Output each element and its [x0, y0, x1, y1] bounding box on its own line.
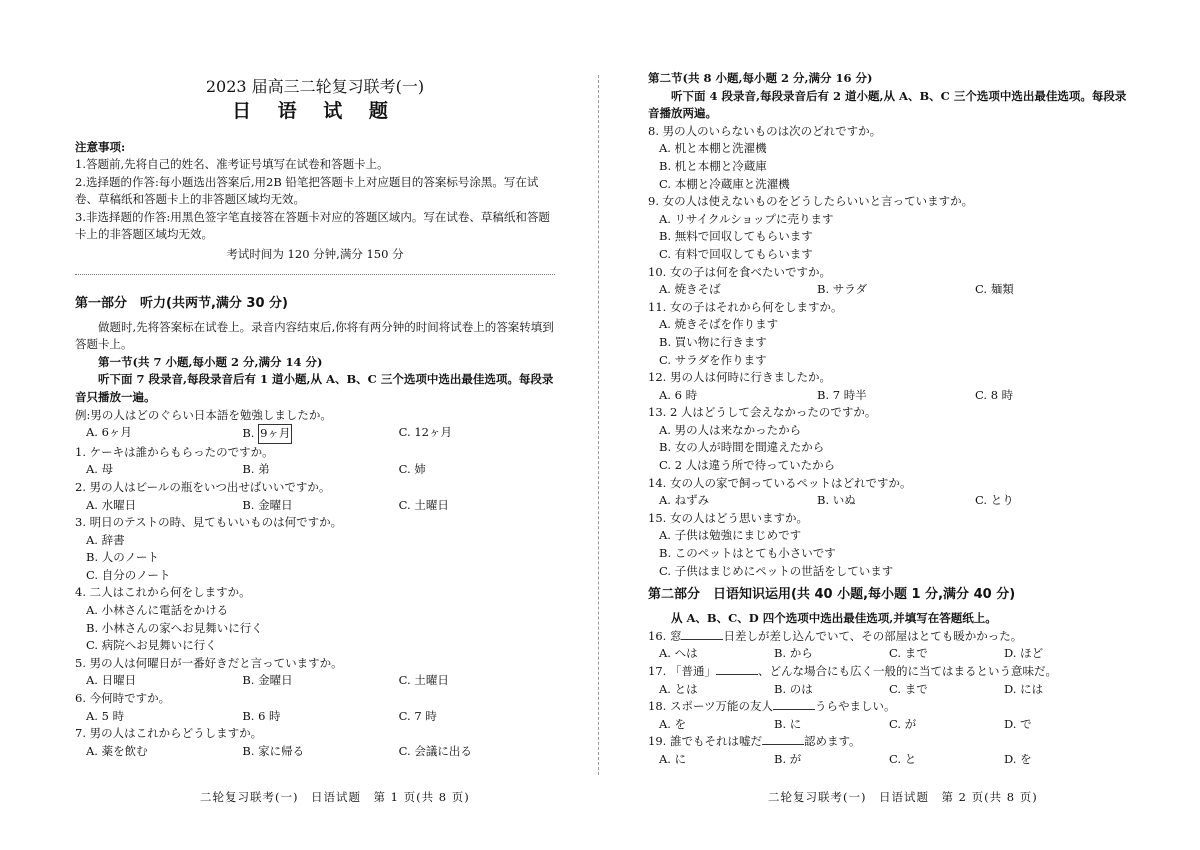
- question-text: 11. 女の子はそれから何をしますか。: [648, 299, 843, 314]
- answer-blank: [773, 699, 815, 710]
- section1-heading: 第一节(共 7 小题,每小题 2 分,满分 14 分): [98, 354, 323, 369]
- option: C. 本棚と冷蔵庫と洗濯機: [659, 176, 790, 191]
- option: C. 7 時: [398, 708, 437, 723]
- option-row: [648, 281, 1133, 299]
- question-text: 8. 男の人のいらないものは次のどれですか。: [648, 123, 882, 138]
- question-before: 18. スポーツ万能の友人: [648, 699, 773, 714]
- notice-item: 1.答题前,先将自己的姓名、准考证号填写在试卷和答题卡上。: [75, 157, 389, 171]
- option: A. 日曜日: [86, 673, 137, 688]
- notice-item: 2.选择题的作答:每小题选出答案后,用2B 铅笔把答题卡上对应题目的答案标号涂黑。写在试卷、草稿纸和答题卡上的非答题区域均无效。: [75, 174, 539, 207]
- question-text: 5. 男の人は何曜日が一番好きだと言っていますか。: [75, 655, 343, 670]
- option: D. で: [1004, 716, 1032, 731]
- option: D. を: [1004, 751, 1032, 766]
- option: A. ねずみ: [659, 493, 710, 508]
- option: C. サラダを作ります: [659, 352, 767, 367]
- option: C. 病院へお見舞いに行く: [86, 638, 217, 653]
- question-after: 日差しが差し込んでいて、その部屋はとても暖かかった。: [723, 628, 1023, 643]
- right-page: [600, 0, 1200, 850]
- option: A. とは: [659, 681, 698, 696]
- option-row: [648, 751, 1133, 769]
- option: B. 家に帰る: [242, 743, 305, 758]
- question-after: うらやましい。: [814, 699, 896, 714]
- question-before: 16. 窓: [648, 628, 682, 643]
- example-option-c: C. 12ヶ月: [398, 425, 452, 440]
- option: A. リサイクルショップに売ります: [659, 211, 834, 226]
- question-text: 4. 二人はこれから何をしますか。: [75, 585, 251, 600]
- option: A. を: [659, 716, 687, 731]
- question-after: 、どんな場合にも広く一般的に当てはまるという意味だ。: [757, 664, 1057, 678]
- option: B. 7 時半: [817, 387, 867, 402]
- notice-item: 3.非选择题的作答:用黑色签字笔直接答在答题卡对应的答题区域内。写在试卷、草稿纸和答题卡上的非答题区域均无效。: [75, 209, 550, 242]
- option: C. とり: [975, 493, 1014, 508]
- right-footer: 二轮复习联考(一) 日语试题 第 2 页(共 8 页): [768, 790, 1038, 804]
- question-text: 12. 男の人は何時に行きましたか。: [648, 370, 831, 385]
- notice-heading: 注意事项:: [75, 140, 126, 154]
- option: C. が: [889, 716, 917, 731]
- option: A. 薬を飲む: [86, 743, 148, 758]
- option: C. まで: [889, 646, 928, 661]
- option: B. 金曜日: [242, 497, 293, 512]
- option-row: [648, 645, 1133, 663]
- question-text: 6. 今何時ですか。: [75, 691, 171, 706]
- question-after: 認めます。: [803, 734, 861, 749]
- option: C. 土曜日: [398, 497, 449, 512]
- left-column: [75, 70, 555, 760]
- option: B. 6 時: [242, 708, 281, 723]
- example-option-b: B. 9ヶ月: [242, 424, 398, 444]
- option: A. 焼きそばを作ります: [659, 317, 779, 332]
- option: A. 母: [86, 462, 114, 477]
- example-option-a: A. 6ヶ月: [86, 425, 132, 440]
- option: B. 無料で回収してもらいます: [659, 229, 813, 244]
- option: B. に: [774, 716, 802, 731]
- option-row: [75, 497, 555, 515]
- option: A. 水曜日: [86, 497, 137, 512]
- option: D. ほど: [1004, 646, 1044, 661]
- option-row: [648, 387, 1133, 405]
- question-text: 1. ケーキは誰からもらったのですか。: [75, 444, 274, 459]
- answer-blank: [716, 664, 758, 675]
- option: B. 買い物に行きます: [659, 334, 767, 349]
- separator-line: [75, 274, 555, 275]
- question-text: 2. 男の人はビールの瓶をいつ出せばいいですか。: [75, 479, 331, 494]
- option: C. 自分のノート: [86, 567, 171, 582]
- exam-title: 2023 届高三二轮复习联考(一): [205, 77, 425, 96]
- option: C. 土曜日: [398, 673, 449, 688]
- option: B. 女の人が時間を間違えたから: [659, 440, 825, 455]
- option: C. 8 時: [975, 387, 1014, 402]
- question-text: [648, 698, 1133, 716]
- option: A. 5 時: [86, 708, 125, 723]
- option-row: [75, 461, 555, 479]
- listening-section1-questions: [75, 444, 555, 761]
- option: C. と: [889, 751, 917, 766]
- question-before: 19. 誰でもそれは嘘だ: [648, 734, 762, 749]
- option: A. へは: [659, 646, 698, 661]
- answer-blank: [681, 629, 723, 640]
- option: A. 辞書: [86, 532, 125, 547]
- question-text: 9. 女の人は使えないものをどうしたらいいと言っていますか。: [648, 194, 974, 209]
- page-divider: [598, 75, 599, 775]
- option: A. 男の人は来なかったから: [659, 422, 802, 437]
- option: B. 机と本棚と冷蔵庫: [659, 158, 767, 173]
- section2-heading: 第二节(共 8 小题,每小题 2 分,满分 16 分): [648, 71, 873, 85]
- option: B. サラダ: [817, 282, 868, 297]
- question-text: 7. 男の人はこれからどうしますか。: [75, 726, 263, 741]
- example-answer-box: 9ヶ月: [258, 424, 292, 444]
- question-text: 3. 明日のテストの時、見てもいいものは何ですか。: [75, 515, 343, 530]
- question-text: [648, 628, 1133, 646]
- question-text: 10. 女の子は何を食べたいですか。: [648, 264, 831, 279]
- option: B. いぬ: [817, 493, 856, 508]
- question-text: 14. 女の人の家で飼っているペットはどれですか。: [648, 475, 912, 490]
- option: A. に: [659, 751, 687, 766]
- option: C. 2 人は違う所で待っていたから: [659, 458, 836, 473]
- question-text: [648, 663, 1133, 681]
- option: C. 子供はまじめにペットの世話をしています: [659, 563, 894, 578]
- option-row: [648, 681, 1133, 699]
- option: A. 小林さんに電話をかける: [86, 603, 229, 618]
- option: B. 弟: [242, 462, 270, 477]
- option-row: [648, 492, 1133, 510]
- option: C. 有料で回収してもらいます: [659, 246, 813, 261]
- option: B. 人のノート: [86, 550, 159, 565]
- option: A. 机と本棚と洗濯機: [659, 141, 767, 156]
- option: C. 麺類: [975, 282, 1014, 297]
- answer-blank: [762, 734, 804, 745]
- option: A. 焼きそば: [659, 282, 721, 297]
- option: B. が: [774, 751, 802, 766]
- section1-instruction: 听下面 7 段录音,每段录音后有 1 道小题,从 A、B、C 三个选项中选出最佳选项。每段录音只播放一遍。: [75, 372, 554, 404]
- option: D. には: [1004, 681, 1044, 696]
- question-before: 17. 「普通」: [648, 664, 716, 678]
- option: B. 小林さんの家へお見舞いに行く: [86, 620, 263, 635]
- option: A. 子供は勉強にまじめです: [659, 528, 802, 543]
- option: B. のは: [774, 681, 813, 696]
- example-question: 例:男の人はどのぐらい日本語を勉強しましたか。: [75, 407, 332, 422]
- question-text: 13. 2 人はどうして会えなかったのですか。: [648, 405, 877, 420]
- exam-time: 考试时间为 120 分钟,满分 150 分: [226, 246, 404, 261]
- left-footer: 二轮复习联考(一) 日语试题 第 1 页(共 8 页): [200, 790, 470, 804]
- listening-section2-questions: [648, 123, 1133, 580]
- option-row: [75, 708, 555, 726]
- example-options: [75, 424, 555, 444]
- section2-instruction: 听下面 4 段录音,每段录音后有 2 道小题,从 A、B、C 三个选项中选出最佳选项。每段录音播放两遍。: [648, 88, 1127, 121]
- subject-title: 日 语 试 题: [232, 100, 398, 122]
- knowledge-questions: [648, 628, 1133, 769]
- question-text: [648, 733, 1133, 751]
- option: B. から: [774, 646, 813, 661]
- option: A. 6 時: [659, 387, 698, 402]
- part2-heading: 第二部分 日语知识运用(共 40 小题,每小题 1 分,满分 40 分): [648, 587, 1016, 603]
- option: C. まで: [889, 681, 928, 696]
- option-row: [75, 672, 555, 690]
- option-row: [75, 743, 555, 761]
- option: C. 姉: [398, 462, 426, 477]
- part1-heading: 第一部分 听力(共两节,满分 30 分): [75, 295, 288, 311]
- part2-instruction: 从 A、B、C、D 四个选项中选出最佳选项,并填写在答题纸上。: [671, 611, 997, 626]
- option: B. このペットはとても小さいです: [659, 546, 836, 561]
- option-row: [648, 716, 1133, 734]
- right-column: [648, 70, 1133, 769]
- option: B. 金曜日: [242, 673, 293, 688]
- question-text: 15. 女の人はどう思いますか。: [648, 510, 808, 525]
- option: C. 会議に出る: [398, 743, 472, 758]
- part1-intro: 做题时,先将答案标在试卷上。录音内容结束后,你将有两分钟的时间将试卷上的答案转填到答题卡上。: [75, 319, 554, 352]
